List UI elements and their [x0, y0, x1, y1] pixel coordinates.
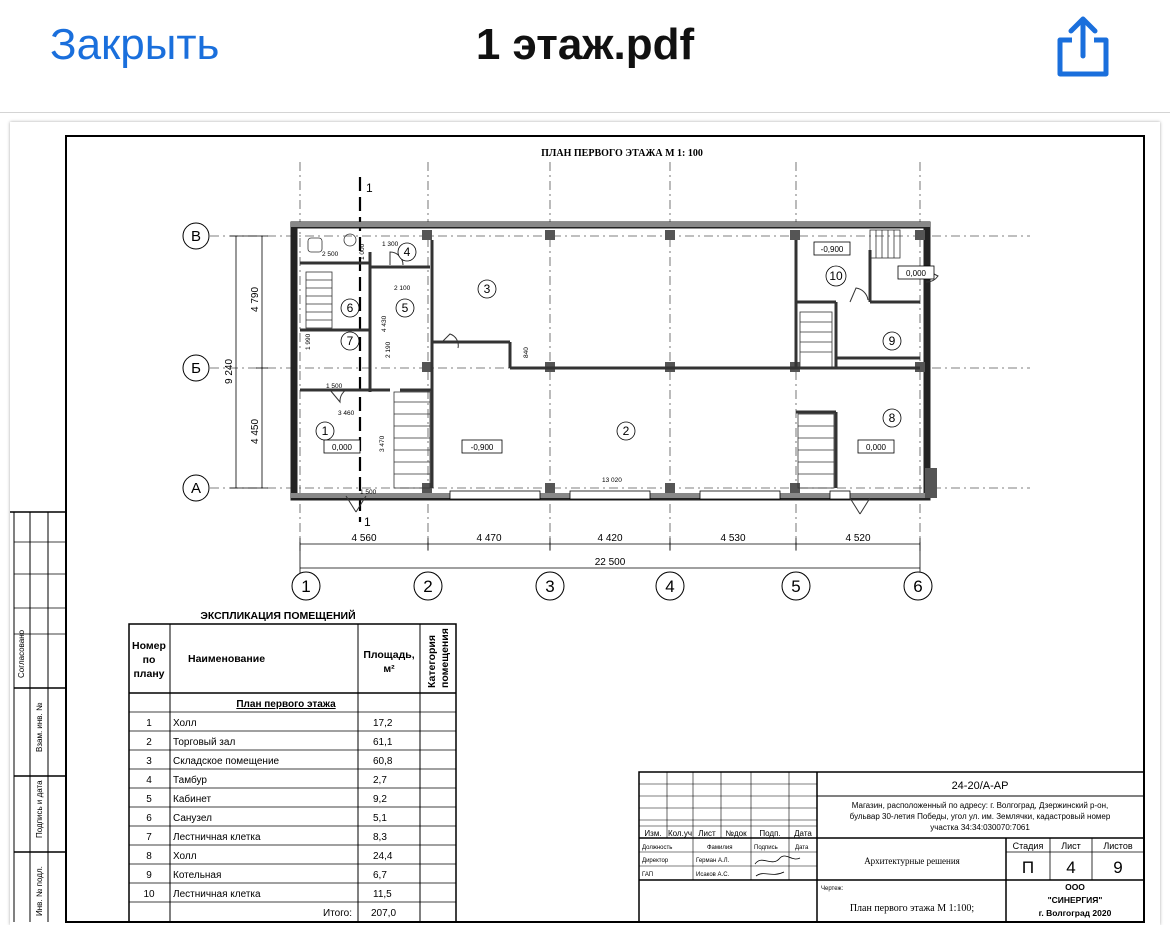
header-name: Наименование — [188, 653, 266, 665]
plan-heading: ПЛАН ПЕРВОГО ЭТАЖА М 1: 100 — [541, 148, 703, 159]
axis-col-1: 1 — [301, 577, 311, 596]
section-mark-top: 1 — [366, 181, 373, 195]
tb-company-2: "СИНЕРГИЯ" — [1047, 895, 1103, 905]
dim-bottom-5: 4 520 — [845, 533, 871, 544]
row-5-name: Кабинет — [173, 794, 212, 805]
tb-section-name: Архитектурные решения — [864, 856, 960, 866]
side-stamp-agreed: Согласовано — [17, 629, 26, 678]
close-button[interactable]: Закрыть — [50, 20, 220, 69]
header-num-3: плану — [133, 668, 165, 680]
doors — [330, 252, 938, 514]
row-10-area: 11,5 — [373, 889, 392, 900]
tb-company-3: г. Волгоград 2020 — [1038, 908, 1112, 918]
tb-sign-head: Подпись — [754, 845, 778, 851]
row-4-num: 4 — [146, 775, 152, 786]
tb-role-2: ГАП — [642, 872, 654, 878]
row-2-num: 2 — [146, 737, 152, 748]
room-numbers — [316, 243, 901, 440]
tb-sheets-value: 9 — [1113, 858, 1123, 877]
level-stair-10: -0,900 — [820, 245, 844, 254]
level-hall-8: 0,000 — [865, 443, 887, 452]
col-axes — [292, 572, 932, 600]
axis-col-6: 6 — [913, 577, 923, 596]
row-1-area: 17,2 — [373, 718, 393, 729]
tb-name-2: Исаков А.С. — [696, 872, 730, 878]
row-6-name: Санузел — [173, 813, 212, 824]
svg-text:3 460: 3 460 — [338, 410, 355, 417]
signature-mark-2 — [756, 872, 784, 876]
total-label: Итого: — [323, 908, 352, 919]
header-num-1: Номер — [132, 640, 166, 652]
row-4-area: 2,7 — [373, 775, 387, 786]
tb-col-kol: Кол.уч — [668, 829, 692, 838]
row-5-num: 5 — [146, 794, 152, 805]
tb-sheet-value: 4 — [1066, 858, 1076, 877]
row-7-area: 8,3 — [373, 832, 387, 843]
room-number-5: 5 — [401, 301, 409, 315]
axis-col-5: 5 — [791, 577, 801, 596]
row-10-num: 10 — [143, 889, 155, 900]
side-stamp-replace: Взам. инв. № — [35, 702, 44, 752]
section-mark-bottom: 1 — [364, 515, 371, 529]
axis-col-3: 3 — [545, 577, 555, 596]
row-8-name: Холл — [173, 851, 197, 862]
dim-left-4790: 4 790 — [250, 286, 261, 312]
total-value: 207,0 — [371, 908, 397, 919]
row-1-name: Холл — [173, 718, 197, 729]
tb-company-1: ООО — [1065, 882, 1085, 892]
share-button[interactable] — [1050, 14, 1116, 80]
tb-drawing-name: План первого этажа М 1:100; — [849, 903, 975, 914]
level-boiler: 0,000 — [905, 269, 927, 278]
row-6-num: 6 — [146, 813, 152, 824]
dim-left-9240: 9 240 — [224, 358, 235, 384]
row-7-num: 7 — [146, 832, 152, 843]
tb-address-2: бульвар 30-летия Победы, угол ул. им. Землячки, кадастровый номер — [849, 812, 1111, 821]
tb-col-list: Лист — [698, 829, 716, 838]
dim-bottom-3: 4 420 — [597, 533, 623, 544]
dim-bottom-4: 4 530 — [720, 533, 746, 544]
share-icon — [1050, 14, 1116, 80]
tb-col-date: Дата — [794, 829, 812, 838]
tb-address-1: Магазин, расположенный по адресу: г. Волгоград, Дзержинский р-он, — [851, 801, 1109, 810]
side-stamp-signature: Подпись и дата — [35, 780, 44, 838]
svg-text:2 190: 2 190 — [385, 341, 392, 358]
svg-text:2 100: 2 100 — [394, 285, 411, 292]
row-9-num: 9 — [146, 870, 152, 881]
row-3-num: 3 — [146, 756, 152, 767]
tb-col-izm: Изм. — [644, 829, 662, 838]
signature-mark — [755, 856, 800, 864]
explication-table — [129, 609, 456, 922]
room-number-6: 6 — [346, 301, 354, 315]
header-area-1: Площадь, — [363, 649, 415, 661]
row-7-name: Лестничная клетка — [173, 832, 261, 843]
explication-title: ЭКСПЛИКАЦИЯ ПОМЕЩЕНИЙ — [200, 610, 356, 622]
drawing-sheet — [10, 122, 1160, 925]
top-bar — [0, 0, 1170, 113]
row-6-area: 5,1 — [373, 813, 387, 824]
row-2-name: Торговый зал — [173, 737, 236, 748]
title-block — [639, 772, 1144, 922]
svg-text:1 500: 1 500 — [326, 383, 343, 390]
row-9-name: Котельная — [173, 870, 222, 881]
tb-role-1: Директор — [642, 858, 669, 864]
tb-name-head: Фамилия — [707, 845, 733, 851]
level-hall-1: 0,000 — [331, 443, 353, 452]
axis-row-b: Б — [191, 360, 201, 377]
room-number-3: 3 — [483, 282, 491, 296]
tb-drawing-label: Чертеж: — [821, 886, 844, 892]
explication-section: План первого этажа — [236, 699, 336, 710]
room-number-7: 7 — [346, 334, 354, 348]
svg-text:840: 840 — [523, 347, 530, 358]
tb-role-head: Должность — [642, 845, 673, 851]
svg-text:1 000: 1 000 — [359, 243, 366, 260]
axis-row-a: А — [190, 480, 202, 497]
pdf-page[interactable] — [10, 122, 1160, 925]
header-cat-2: помещения — [439, 628, 451, 688]
dim-bottom-1: 4 560 — [351, 533, 377, 544]
tb-name-1: Герман А.Л. — [696, 858, 730, 864]
dim-left-4450: 4 450 — [250, 418, 261, 444]
room-number-8: 8 — [888, 411, 896, 425]
row-9-area: 6,7 — [373, 870, 387, 881]
left-dims — [230, 236, 268, 488]
row-2-area: 61,1 — [373, 737, 393, 748]
tb-stage-value: П — [1021, 858, 1035, 877]
row-8-num: 8 — [146, 851, 152, 862]
row-5-area: 9,2 — [373, 794, 387, 805]
room-number-10: 10 — [829, 269, 843, 283]
tb-sheet-head: Лист — [1061, 841, 1081, 851]
axis-col-4: 4 — [665, 577, 675, 596]
svg-text:3 470: 3 470 — [379, 435, 386, 452]
header-num-2: по — [142, 654, 156, 666]
row-3-name: Складское помещение — [173, 756, 280, 767]
row-1-num: 1 — [146, 718, 152, 729]
stairs — [306, 230, 900, 488]
tb-col-doc: №док — [725, 829, 747, 838]
svg-text:1 500: 1 500 — [360, 489, 377, 496]
svg-text:1 300: 1 300 — [382, 241, 399, 248]
dim-total: 22 500 — [594, 557, 626, 568]
dim-bottom-2: 4 470 — [476, 533, 502, 544]
tb-code: 24-20/А-АР — [951, 780, 1009, 792]
side-stamp-inventory: Инв. № подл. — [35, 866, 44, 916]
room-number-2: 2 — [622, 424, 630, 438]
row-3-area: 60,8 — [373, 756, 393, 767]
row-10-name: Лестничная клетка — [173, 889, 261, 900]
room-number-1: 1 — [321, 424, 329, 438]
svg-text:4 430: 4 430 — [381, 315, 388, 332]
tb-col-podp: Подп. — [759, 829, 781, 838]
side-stamp — [10, 512, 66, 922]
level-trade-hall: -0,900 — [470, 443, 494, 452]
header-cat-1: Категория — [426, 634, 438, 688]
room-number-9: 9 — [888, 334, 896, 348]
svg-text:2 500: 2 500 — [322, 251, 339, 258]
tb-sheets-head: Листов — [1103, 841, 1133, 851]
document-title: 1 этаж.pdf — [475, 20, 695, 69]
axis-row-v: В — [190, 228, 202, 245]
row-4-name: Тамбур — [173, 775, 207, 786]
tb-stage-head: Стадия — [1012, 841, 1044, 851]
row-8-area: 24,4 — [373, 851, 393, 862]
room-number-4: 4 — [403, 245, 411, 259]
axis-col-2: 2 — [423, 577, 433, 596]
columns — [422, 230, 937, 498]
tb-address-3: участка 34:34:030070:7061 — [930, 823, 1030, 832]
sanitary — [308, 234, 356, 252]
tb-date-head: Дата — [795, 845, 809, 851]
svg-text:13 020: 13 020 — [602, 477, 622, 484]
svg-text:1 990: 1 990 — [305, 333, 312, 350]
header-area-2: м² — [383, 663, 395, 675]
